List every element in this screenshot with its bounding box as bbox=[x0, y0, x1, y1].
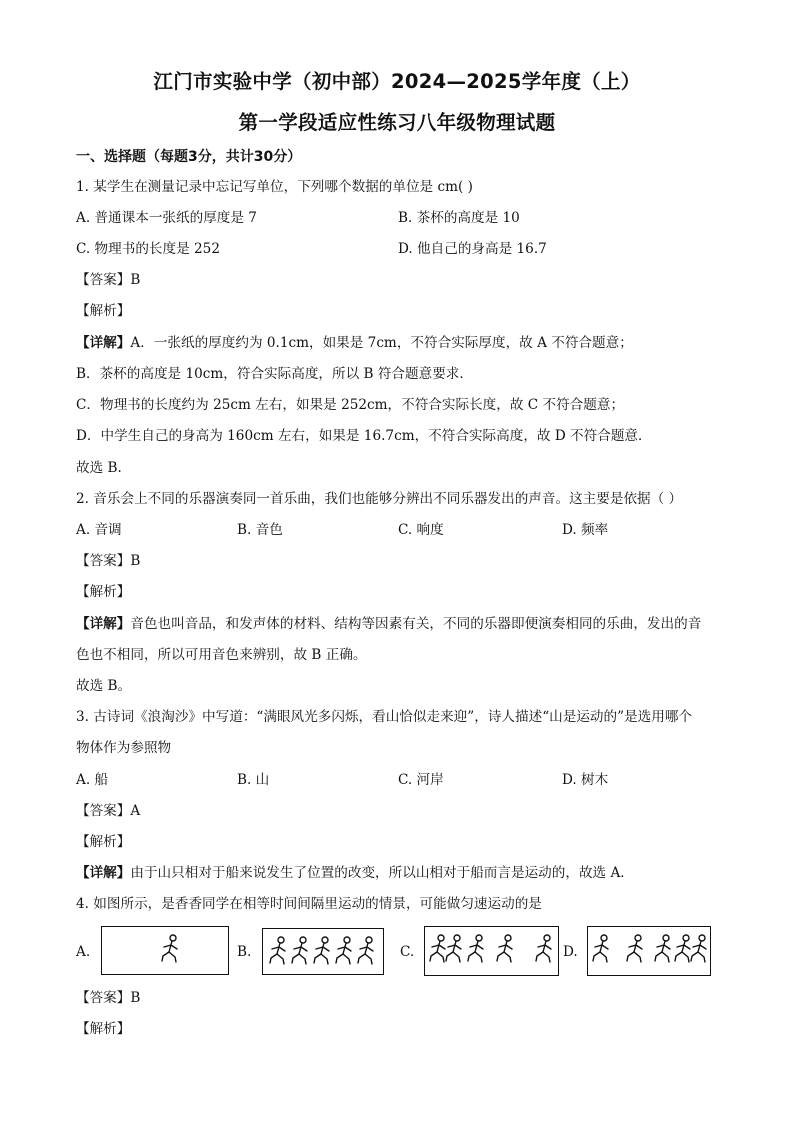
runner-figure-a-1 bbox=[162, 935, 177, 962]
q2-stem: 2. 音乐会上不同的乐器演奏同一首乐曲，我们也能够分辨出不同乐器发出的声音。这主要是依据（ ） bbox=[76, 491, 683, 507]
runner-figure-c-4 bbox=[497, 935, 512, 962]
q1-detail-line2: B．茶杯的高度是 10cm，符合实际高度，所以 B 符合题意要求． bbox=[76, 366, 473, 382]
runner-figure-c-2 bbox=[446, 935, 461, 962]
q2-option-d: D. 频率 bbox=[562, 522, 609, 538]
runner-figure-c-3 bbox=[468, 935, 483, 962]
section-heading: 一、选择题（每题3分，共计30分） bbox=[76, 149, 302, 165]
q3-detail-text1: 由于山只相对于船来说发生了位置的改变，所以山相对于船而言是运动的，故选 A． bbox=[130, 865, 634, 881]
q1-detail-line4: D．中学生自己的身高为 160cm 左右，如果是 16.7cm，不符合实际高度，故 D 不符合题意． bbox=[76, 428, 652, 444]
runner-figure-c-1 bbox=[430, 935, 445, 962]
q2-detail-line2: 色也不相同，所以可用音色来辨别，故 B 正确。 bbox=[76, 647, 367, 663]
runner-figure-b-3 bbox=[314, 937, 329, 964]
q4-label-d: D. bbox=[563, 944, 578, 960]
q1-stem: 1. 某学生在测量记录中忘记写单位，下列哪个数据的单位是 cm( ) bbox=[76, 179, 473, 195]
q2-option-a: A. 音调 bbox=[76, 522, 122, 538]
q1-detail-text1: A．一张纸的厚度约为 0.1cm，如果是 7cm，不符合实际厚度，故 A 不符合题意； bbox=[130, 335, 633, 351]
q1-answer: 【答案】B bbox=[76, 272, 141, 288]
q4-analysis: 【解析】 bbox=[76, 1021, 131, 1037]
q1-option-b: B. 茶杯的高度是 10 bbox=[398, 210, 520, 226]
runner-figure-d-2 bbox=[627, 935, 642, 962]
q2-detail-line1 bbox=[76, 615, 701, 633]
runner-figure-d-3 bbox=[655, 935, 670, 962]
q2-detail-text1: 音色也叫音品，和发声体的材料、结构等因素有关，不同的乐器即便演奏相同的乐曲，发出的音 bbox=[130, 616, 702, 632]
runner-figure-b-1 bbox=[270, 937, 285, 964]
q4-figure-c-drawing bbox=[425, 927, 558, 975]
q4-label-a: A. bbox=[76, 944, 91, 960]
q3-stem-line2: 物体作为参照物 bbox=[76, 740, 172, 756]
q2-conclusion: 故选 B。 bbox=[76, 678, 132, 694]
q3-option-b: B. 山 bbox=[237, 772, 270, 788]
q1-detail-line1 bbox=[76, 334, 633, 352]
runner-figure-b-4 bbox=[336, 937, 351, 964]
q2-detail-tag: 【详解】 bbox=[76, 616, 131, 632]
q4-label-b: B. bbox=[237, 944, 252, 960]
q4-figure-c bbox=[424, 926, 559, 976]
q3-answer: 【答案】A bbox=[76, 803, 141, 819]
q3-stem-line1: 3. 古诗词《浪淘沙》中写道：“满眼风光多闪烁，看山恰似走来迎”，诗人描述“山是运动的”是选用哪个 bbox=[76, 709, 693, 725]
q1-detail-tag: 【详解】 bbox=[76, 335, 131, 351]
q2-option-c: C. 响度 bbox=[398, 522, 444, 538]
q3-option-a: A. 船 bbox=[76, 772, 109, 788]
q2-option-b: B. 音色 bbox=[237, 522, 283, 538]
q4-figure-d bbox=[587, 926, 711, 976]
q3-detail-tag: 【详解】 bbox=[76, 865, 131, 881]
runner-figure-b-2 bbox=[292, 937, 307, 964]
q2-answer: 【答案】B bbox=[76, 553, 141, 569]
runner-figure-d-5 bbox=[691, 935, 706, 962]
q4-figure-b bbox=[262, 928, 384, 975]
runner-figure-c-5 bbox=[536, 935, 551, 962]
q1-option-d: D. 他自己的身高是 16.7 bbox=[398, 241, 547, 257]
q4-answer: 【答案】B bbox=[76, 990, 141, 1006]
q1-conclusion: 故选 B. bbox=[76, 460, 122, 476]
q4-figure-a bbox=[101, 926, 229, 975]
q4-figure-a-drawing bbox=[102, 927, 228, 974]
runner-figure-d-4 bbox=[675, 935, 690, 962]
q1-detail-line3: C．物理书的长度约为 25cm 左右，如果是 252cm，不符合实际长度，故 C 不符合题意； bbox=[76, 397, 625, 413]
q4-figure-d-drawing bbox=[588, 927, 710, 975]
q3-analysis: 【解析】 bbox=[76, 834, 131, 850]
q4-stem: 4. 如图所示，是香香同学在相等时间间隔里运动的情景，可能做匀速运动的是 bbox=[76, 896, 542, 912]
exam-title-line1: 江门市实验中学（初中部）2024—2025学年度（上） bbox=[153, 70, 641, 93]
runner-figure-d-1 bbox=[593, 935, 608, 962]
q1-analysis: 【解析】 bbox=[76, 303, 131, 319]
q4-figure-b-drawing bbox=[263, 929, 383, 974]
runner-figure-b-5 bbox=[358, 937, 373, 964]
q3-option-c: C. 河岸 bbox=[398, 772, 444, 788]
q1-option-c: C. 物理书的长度是 252 bbox=[76, 241, 220, 257]
q1-option-a: A. 普通课本一张纸的厚度是 7 bbox=[76, 210, 257, 226]
q4-label-c: C. bbox=[400, 944, 415, 960]
q3-option-d: D. 树木 bbox=[562, 772, 609, 788]
q3-detail-line1 bbox=[76, 864, 634, 882]
exam-title-line2: 第一学段适应性练习八年级物理试题 bbox=[238, 111, 556, 134]
q2-analysis: 【解析】 bbox=[76, 584, 131, 600]
